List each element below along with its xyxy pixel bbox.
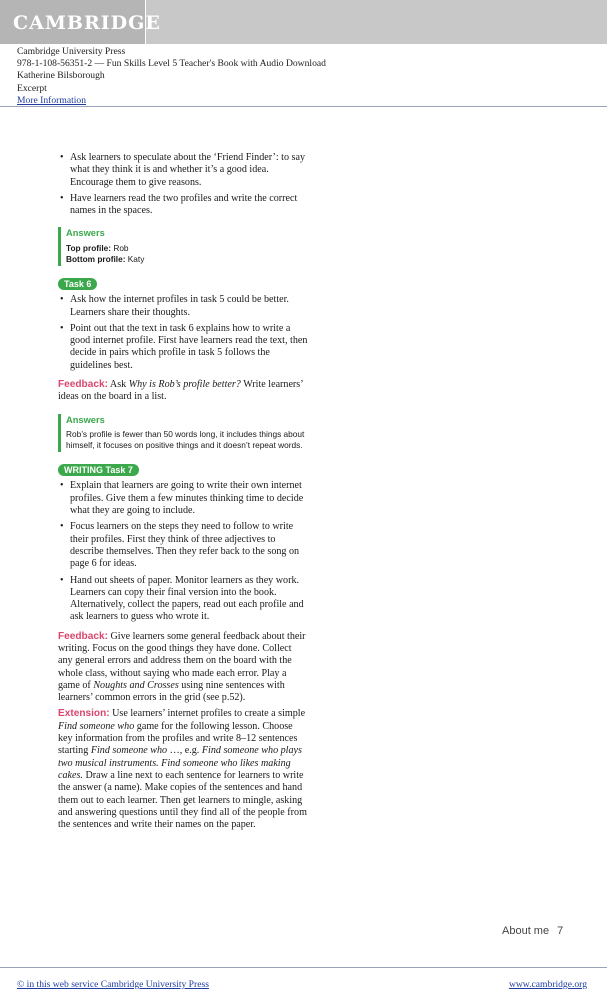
list-item: • Ask learners to speculate about the ‘Friend Finder’: to say what they think it is and whether it’s a good idea. Encourage them to give reasons. [58, 152, 308, 189]
list-item: • Explain that learners are going to write their own internet profiles. Give them a few minutes thinking time to decide what they are going to include. [58, 480, 308, 517]
author-name: Katherine Bilsborough [17, 70, 105, 82]
task-6-label: Task 6 [58, 278, 97, 290]
document-metadata [17, 46, 326, 107]
cambridge-website-link[interactable]: www.cambridge.org [508, 979, 587, 990]
list-item: • Ask how the internet profiles in task 5 could be better. Learners share their thoughts. [58, 294, 308, 319]
task-7-bullets [58, 480, 308, 623]
answers-box-1 [58, 227, 308, 266]
answers-title: Answers [66, 414, 105, 425]
header-divider [0, 106, 607, 107]
answer-line: Bottom profile: Katy [66, 253, 145, 264]
task-6-feedback: Feedback: Ask Why is Rob’s profile better? Write learners’ ideas on the board in a list. [58, 379, 303, 403]
section-name: About me [502, 925, 550, 937]
list-item: • Have learners read the two profiles and write the correct names in the spaces. [58, 193, 308, 218]
answer-text: Rob’s profile is fewer than 50 words long, it includes things about himself, it focuses on positive things and it doesn’t repeat words. [66, 429, 305, 450]
header-bar [0, 0, 607, 44]
intro-bullets [58, 152, 308, 217]
task-7-extension: Extension: Use learners’ internet profiles to create a simple Find someone who game for the following lesson. Choose key information from the profiles and write 8–12 sentences starting Find someone who …, e.g. Find someone who plays two musical instruments. Find someone who likes making cakes. Draw a line next to each sentence for learners to write the answer (a name). Make copies of the sentences and hand them out to each learner. Then get learners to mingle, asking and answering questions until they find all of the people from the sentences and write their names on the paper. [58, 708, 307, 831]
more-information-link[interactable]: More Information [17, 94, 87, 106]
list-item: • Focus learners on the steps they need to follow to write their profiles. First they think of three adjectives to describe themselves. Then they refer back to the song on page 6 for ideas. [58, 521, 308, 570]
task-7-label: WRITING Task 7 [58, 464, 139, 476]
footer-divider [0, 967, 607, 968]
task-7-feedback: Feedback: Give learners some general feedback about their writing. Focus on the good things they have done. Collect any general errors and address them on the board with the whole class, without saying who made each error. Play a game of Noughts and Crosses using nine sentences with learners’ common errors in the grid (see p.52). [58, 630, 306, 704]
answers-box-2 [58, 414, 308, 453]
list-item: • Point out that the text in task 6 explains how to write a good internet profile. First have learners read the text, then decide in pairs which profile in task 5 follows the guidelines best. [58, 323, 308, 372]
doc-type: Excerpt [17, 82, 47, 94]
task-6-bullets [58, 294, 308, 372]
answers-title: Answers [66, 228, 105, 239]
page-number: 7 [557, 925, 564, 937]
page-content [58, 152, 308, 835]
logo-box [0, 0, 161, 44]
isbn-title: 978-1-108-56351-2 — Fun Skills Level 5 Teacher's Book with Audio Download [17, 58, 326, 70]
publisher-name: Cambridge University Press [17, 46, 126, 57]
cambridge-logo: CAMBRIDGE [13, 12, 161, 34]
copyright-link[interactable]: © in this web service Cambridge University Press [17, 979, 209, 990]
list-item: • Hand out sheets of paper. Monitor learners as they work. Learners can copy their final version into the book. Alternatively, collect the papers, read out each profile and ask learners to guess who wrote it. [58, 575, 308, 624]
answer-line: Top profile: Rob [66, 243, 129, 254]
page-footer [502, 925, 563, 937]
